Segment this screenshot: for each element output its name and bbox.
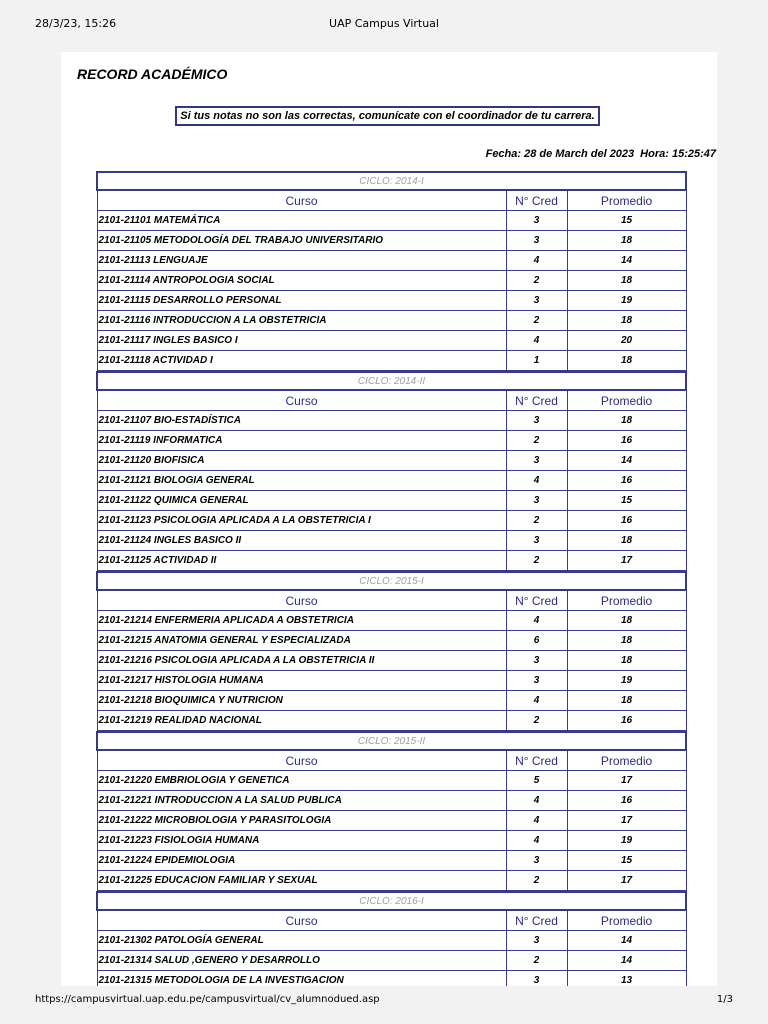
table-row bbox=[97, 551, 686, 571]
course-credits: 1 bbox=[506, 351, 567, 371]
column-header-credits: N° Cred bbox=[506, 390, 567, 411]
course-average: 18 bbox=[567, 411, 686, 431]
course-average: 19 bbox=[567, 671, 686, 691]
course-credits: 4 bbox=[506, 611, 567, 631]
course-name: 2101-21115 DESARROLLO PERSONAL bbox=[97, 291, 506, 311]
course-credits: 2 bbox=[506, 431, 567, 451]
course-name: 2101-21117 INGLES BASICO I bbox=[97, 331, 506, 351]
course-name: 2101-21219 REALIDAD NACIONAL bbox=[97, 711, 506, 731]
table-row bbox=[97, 671, 686, 691]
course-average: 18 bbox=[567, 531, 686, 551]
course-name: 2101-21123 PSICOLOGIA APLICADA A LA OBSTETRICIA I bbox=[97, 511, 506, 531]
course-average: 14 bbox=[567, 251, 686, 271]
course-credits: 2 bbox=[506, 311, 567, 331]
course-name: 2101-21120 BIOFISICA bbox=[97, 451, 506, 471]
column-header-course: Curso bbox=[97, 190, 506, 211]
course-credits: 2 bbox=[506, 711, 567, 731]
course-name: 2101-21224 EPIDEMIOLOGIA bbox=[97, 851, 506, 871]
course-credits: 2 bbox=[506, 951, 567, 971]
column-header-credits: N° Cred bbox=[506, 590, 567, 611]
print-page-number: 1/3 bbox=[716, 994, 733, 1005]
table-row bbox=[97, 811, 686, 831]
course-name: 2101-21114 ANTROPOLOGIA SOCIAL bbox=[97, 271, 506, 291]
table-row bbox=[97, 311, 686, 331]
notice-box: Si tus notas no son las correctas, comunícate con el coordinador de tu carrera. bbox=[175, 106, 600, 126]
course-credits: 4 bbox=[506, 791, 567, 811]
cycle-label: CICLO: 2014-II bbox=[97, 372, 686, 390]
time-text: Hora: 15:25:47 bbox=[640, 148, 716, 160]
course-average: 17 bbox=[567, 811, 686, 831]
course-credits: 5 bbox=[506, 771, 567, 791]
print-url: https://campusvirtual.uap.edu.pe/campusvirtual/cv_alumnodued.asp bbox=[35, 994, 380, 1005]
course-credits: 3 bbox=[506, 291, 567, 311]
course-credits: 3 bbox=[506, 651, 567, 671]
course-credits: 2 bbox=[506, 511, 567, 531]
page-title: RECORD ACADÉMICO bbox=[77, 66, 228, 82]
course-name: 2101-21221 INTRODUCCION A LA SALUD PUBLICA bbox=[97, 791, 506, 811]
course-average: 14 bbox=[567, 451, 686, 471]
cycle-table bbox=[96, 371, 687, 571]
table-row bbox=[97, 491, 686, 511]
course-name: 2101-21302 PATOLOGÍA GENERAL bbox=[97, 931, 506, 951]
course-name: 2101-21216 PSICOLOGIA APLICADA A LA OBSTETRICIA II bbox=[97, 651, 506, 671]
course-average: 17 bbox=[567, 771, 686, 791]
table-row bbox=[97, 871, 686, 891]
course-name: 2101-21225 EDUCACION FAMILIAR Y SEXUAL bbox=[97, 871, 506, 891]
table-row bbox=[97, 531, 686, 551]
table-row bbox=[97, 951, 686, 971]
course-credits: 4 bbox=[506, 811, 567, 831]
course-name: 2101-21105 METODOLOGÍA DEL TRABAJO UNIVERSITARIO bbox=[97, 231, 506, 251]
course-average: 19 bbox=[567, 291, 686, 311]
course-name: 2101-21122 QUIMICA GENERAL bbox=[97, 491, 506, 511]
course-credits: 3 bbox=[506, 491, 567, 511]
column-header-course: Curso bbox=[97, 590, 506, 611]
course-average: 19 bbox=[567, 831, 686, 851]
course-average: 15 bbox=[567, 211, 686, 231]
print-datetime: 28/3/23, 15:26 bbox=[35, 17, 117, 30]
course-name: 2101-21217 HISTOLOGIA HUMANA bbox=[97, 671, 506, 691]
cycle-table bbox=[96, 571, 687, 731]
course-name: 2101-21116 INTRODUCCION A LA OBSTETRICIA bbox=[97, 311, 506, 331]
course-average: 18 bbox=[567, 351, 686, 371]
course-name: 2101-21215 ANATOMIA GENERAL Y ESPECIALIZADA bbox=[97, 631, 506, 651]
course-credits: 4 bbox=[506, 331, 567, 351]
course-name: 2101-21121 BIOLOGIA GENERAL bbox=[97, 471, 506, 491]
course-credits: 2 bbox=[506, 551, 567, 571]
column-header-credits: N° Cred bbox=[506, 190, 567, 211]
cycle-table bbox=[96, 891, 687, 986]
course-name: 2101-21220 EMBRIOLOGIA Y GENETICA bbox=[97, 771, 506, 791]
course-average: 15 bbox=[567, 491, 686, 511]
table-row bbox=[97, 431, 686, 451]
table-row bbox=[97, 291, 686, 311]
table-row bbox=[97, 331, 686, 351]
document-page bbox=[61, 52, 717, 986]
table-row bbox=[97, 931, 686, 951]
course-name: 2101-21107 BIO-ESTADÍSTICA bbox=[97, 411, 506, 431]
course-name: 2101-21119 INFORMATICA bbox=[97, 431, 506, 451]
course-average: 18 bbox=[567, 231, 686, 251]
course-credits: 3 bbox=[506, 211, 567, 231]
course-credits: 3 bbox=[506, 971, 567, 987]
course-credits: 3 bbox=[506, 931, 567, 951]
column-header-average: Promedio bbox=[567, 390, 686, 411]
table-row bbox=[97, 211, 686, 231]
table-row bbox=[97, 511, 686, 531]
course-name: 2101-21315 METODOLOGIA DE LA INVESTIGACION bbox=[97, 971, 506, 987]
cycle-table bbox=[96, 731, 687, 891]
table-row bbox=[97, 411, 686, 431]
course-average: 18 bbox=[567, 311, 686, 331]
course-credits: 4 bbox=[506, 691, 567, 711]
course-name: 2101-21214 ENFERMERIA APLICADA A OBSTETRICIA bbox=[97, 611, 506, 631]
date-text: Fecha: 28 de March del 2023 bbox=[485, 148, 635, 160]
course-credits: 4 bbox=[506, 471, 567, 491]
course-name: 2101-21118 ACTIVIDAD I bbox=[97, 351, 506, 371]
table-row bbox=[97, 771, 686, 791]
course-name: 2101-21222 MICROBIOLOGIA Y PARASITOLOGIA bbox=[97, 811, 506, 831]
cycle-label: CICLO: 2014-I bbox=[97, 172, 686, 190]
course-credits: 3 bbox=[506, 531, 567, 551]
table-row bbox=[97, 231, 686, 251]
column-header-course: Curso bbox=[97, 750, 506, 771]
course-credits: 2 bbox=[506, 871, 567, 891]
course-average: 16 bbox=[567, 471, 686, 491]
table-row bbox=[97, 791, 686, 811]
table-row bbox=[97, 351, 686, 371]
course-average: 15 bbox=[567, 851, 686, 871]
course-average: 16 bbox=[567, 791, 686, 811]
course-average: 17 bbox=[567, 871, 686, 891]
course-name: 2101-21113 LENGUAJE bbox=[97, 251, 506, 271]
table-row bbox=[97, 831, 686, 851]
course-name: 2101-21314 SALUD ,GENERO Y DESARROLLO bbox=[97, 951, 506, 971]
course-name: 2101-21218 BIOQUIMICA Y NUTRICION bbox=[97, 691, 506, 711]
course-credits: 2 bbox=[506, 271, 567, 291]
course-credits: 4 bbox=[506, 831, 567, 851]
course-average: 18 bbox=[567, 631, 686, 651]
course-name: 2101-21223 FISIOLOGIA HUMANA bbox=[97, 831, 506, 851]
column-header-average: Promedio bbox=[567, 190, 686, 211]
course-average: 13 bbox=[567, 971, 686, 987]
table-row bbox=[97, 651, 686, 671]
column-header-credits: N° Cred bbox=[506, 750, 567, 771]
course-credits: 3 bbox=[506, 451, 567, 471]
cycle-label: CICLO: 2015-II bbox=[97, 732, 686, 750]
column-header-credits: N° Cred bbox=[506, 910, 567, 931]
table-row bbox=[97, 851, 686, 871]
table-row bbox=[97, 631, 686, 651]
table-row bbox=[97, 691, 686, 711]
cycle-table bbox=[96, 171, 687, 371]
course-credits: 3 bbox=[506, 671, 567, 691]
table-row bbox=[97, 711, 686, 731]
course-credits: 3 bbox=[506, 411, 567, 431]
course-credits: 3 bbox=[506, 231, 567, 251]
course-average: 16 bbox=[567, 431, 686, 451]
column-header-average: Promedio bbox=[567, 590, 686, 611]
table-row bbox=[97, 611, 686, 631]
column-header-average: Promedio bbox=[567, 910, 686, 931]
column-header-course: Curso bbox=[97, 390, 506, 411]
course-average: 17 bbox=[567, 551, 686, 571]
course-average: 14 bbox=[567, 931, 686, 951]
course-average: 16 bbox=[567, 511, 686, 531]
course-average: 18 bbox=[567, 691, 686, 711]
course-average: 20 bbox=[567, 331, 686, 351]
table-row bbox=[97, 451, 686, 471]
course-credits: 4 bbox=[506, 251, 567, 271]
course-average: 18 bbox=[567, 611, 686, 631]
table-row bbox=[97, 971, 686, 987]
course-name: 2101-21124 INGLES BASICO II bbox=[97, 531, 506, 551]
course-average: 14 bbox=[567, 951, 686, 971]
course-credits: 3 bbox=[506, 851, 567, 871]
cycle-label: CICLO: 2016-I bbox=[97, 892, 686, 910]
cycle-label: CICLO: 2015-I bbox=[97, 572, 686, 590]
course-name: 2101-21101 MATEMÁTICA bbox=[97, 211, 506, 231]
table-row bbox=[97, 271, 686, 291]
course-name: 2101-21125 ACTIVIDAD II bbox=[97, 551, 506, 571]
date-line bbox=[480, 148, 716, 160]
course-average: 16 bbox=[567, 711, 686, 731]
table-row bbox=[97, 251, 686, 271]
print-page-title: UAP Campus Virtual bbox=[329, 17, 439, 30]
course-average: 18 bbox=[567, 271, 686, 291]
column-header-average: Promedio bbox=[567, 750, 686, 771]
course-credits: 6 bbox=[506, 631, 567, 651]
course-average: 18 bbox=[567, 651, 686, 671]
table-row bbox=[97, 471, 686, 491]
column-header-course: Curso bbox=[97, 910, 506, 931]
academic-record-tables bbox=[96, 171, 685, 986]
